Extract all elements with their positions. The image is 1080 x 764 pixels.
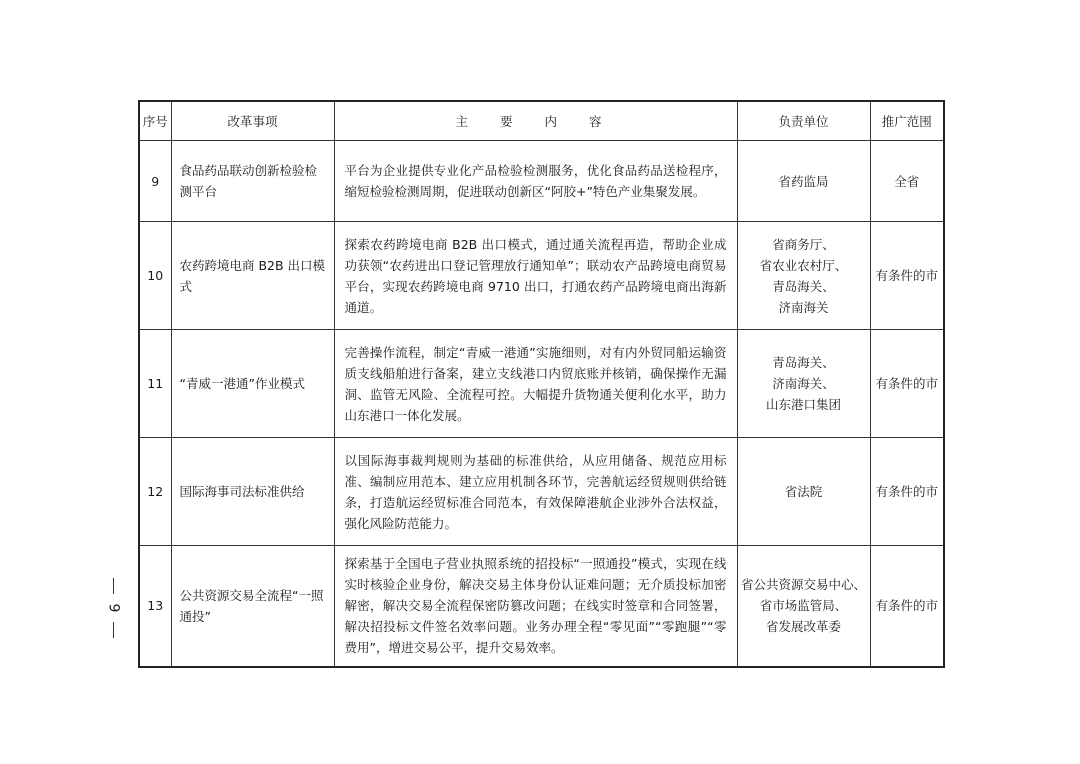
row-content: 完善操作流程，制定“青威一港通”实施细则，对有内外贸同船运输资质支线船舶进行备案，建立支线港口内贸底账并核销，确保操作无漏洞、监管无风险、全流程可控。大幅提升货物通关便利化水平，助力山东港口一体化发展。 [334,330,737,438]
row-scope: 有条件的市 [870,330,944,438]
unit-line: 青岛海关、 [772,355,835,370]
table-row [139,546,944,667]
reform-table [138,100,945,668]
table-row [139,438,944,546]
page-number [98,568,128,648]
row-content: 平台为企业提供专业化产品检验检测服务，优化食品药品送检程序，缩短检验检测周期，促进联动创新区“阿胶+”特色产业集聚发展。 [334,141,737,222]
unit-line: 省发展改革委 [765,619,841,635]
header-unit: 负责单位 [737,101,870,141]
header-scope: 推广范围 [870,101,944,141]
table-row [139,330,944,438]
row-scope: 全省 [870,141,944,222]
row-unit [737,330,870,438]
row-num: 12 [139,438,171,546]
row-content: 以国际海事裁判规则为基础的标准供给，从应用储备、规范应用标准、编制应用范本、建立应用机制各环节，完善航运经贸规则供给链条，打造航运经贸标准合同范本，有效保障港航企业涉外合法权益，强化风险防范能力。 [334,438,737,546]
table-row [139,141,944,222]
unit-line: 山东港口集团 [765,397,841,412]
row-item: “青威一港通”作业模式 [171,330,334,438]
row-item: 国际海事司法标准供给 [171,438,334,546]
row-item: 食品药品联动创新检验检测平台 [171,141,334,222]
row-num: 11 [139,330,171,438]
unit-line: 济南海关、 [772,376,835,391]
unit-line: 省商务厅、 [772,236,835,252]
row-scope: 有条件的市 [870,438,944,546]
row-item: 公共资源交易全流程“一照通投” [171,546,334,667]
header-content: 主 要 内 容 [334,101,737,141]
table-row [139,222,944,330]
page-number-dash [113,578,114,594]
row-content: 探索农药跨境电商 B2B 出口模式，通过通关流程再造，帮助企业成功获领“农药进出口登记管理放行通知单”；联动农产品跨境电商贸易平台，实现农药跨境电商 9710 出口，打通农药产品跨境电商出海新通道。 [334,222,737,330]
row-scope: 有条件的市 [870,222,944,330]
row-content: 探索基于全国电子营业执照系统的招投标“一照通投”模式，实现在线实时核验企业身份，解决交易主体身份认证难问题；无介质投标加密解密，解决交易全流程保密防篡改问题；在线实时签章和合同签署，解决招投标文件签名效率问题。业务办理全程“零见面”“零跑腿”“零费用”，增进交易公平，提升交易效率。 [334,546,737,667]
row-unit [737,141,870,222]
unit-line: 济南海关 [778,299,829,315]
page-number-dash [113,622,114,638]
unit-line: 省药监局 [778,173,829,189]
header-item: 改革事项 [171,101,334,141]
header-num: 序号 [139,101,171,141]
row-num: 9 [139,141,171,222]
unit-line: 青岛海关、 [772,278,835,294]
reform-table-sheet [138,100,943,666]
row-scope: 有条件的市 [870,546,944,667]
unit-line: 省市场监管局、 [759,598,848,614]
row-item: 农药跨境电商 B2B 出口模式 [171,222,334,330]
unit-line: 省农业农村厅、 [759,257,848,273]
row-num: 13 [139,546,171,667]
unit-line: 省法院 [784,484,823,499]
page-number-text: 9 [104,603,121,613]
row-unit [737,546,870,667]
row-unit [737,438,870,546]
table-header-row [139,101,944,141]
row-num: 10 [139,222,171,330]
unit-line: 省公共资源交易中心、 [740,577,866,593]
row-unit [737,222,870,330]
